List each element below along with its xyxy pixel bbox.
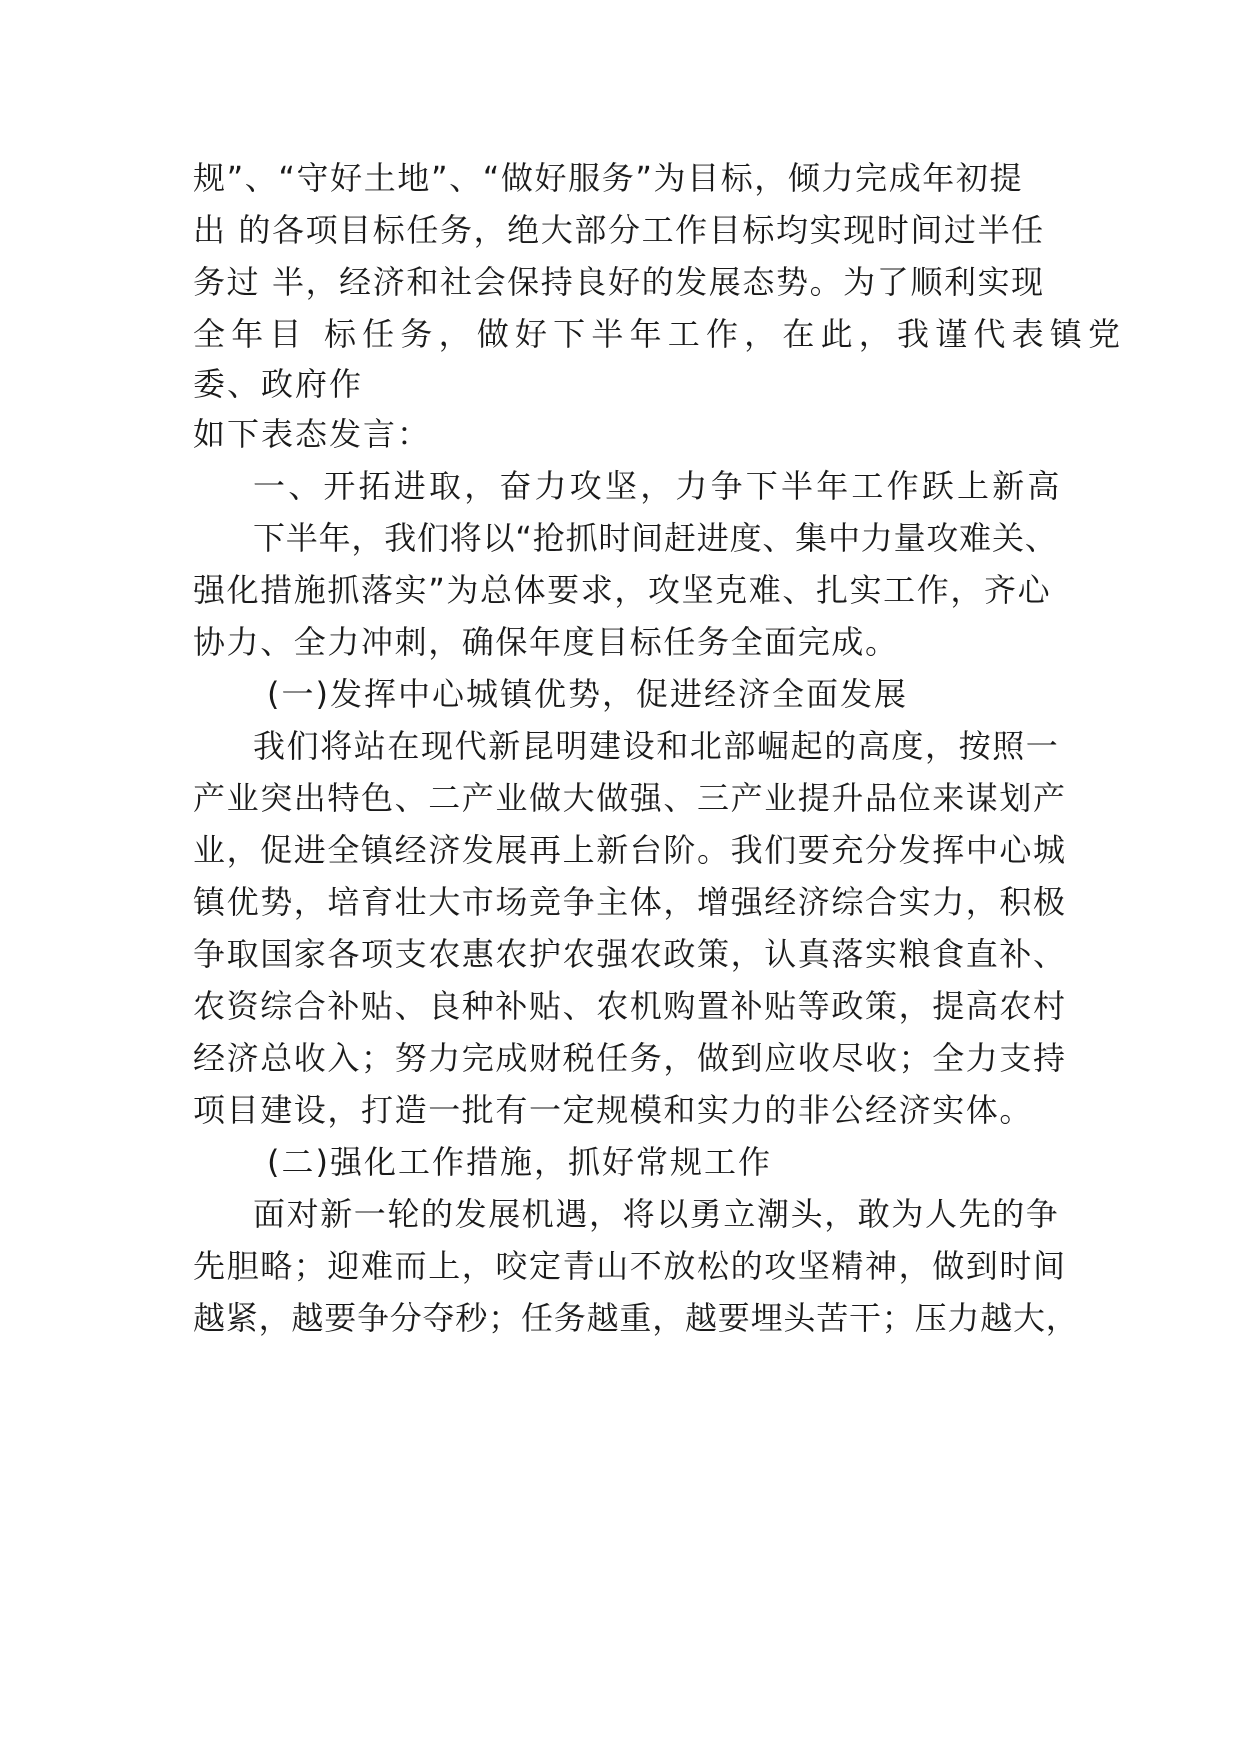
paragraph-line: 镇优势，培育壮大市场竞争主体，增强经济综合实力，积极	[193, 883, 1067, 921]
paragraph-line: 先胆略；迎难而上，咬定青山不放松的攻坚精神，做到时间	[193, 1247, 1067, 1285]
paragraph-line: 协力、全力冲刺，确保年度目标任务全面完成。	[193, 623, 899, 661]
paragraph-line: 我们将站在现代新昆明建设和北部崛起的高度，按照一	[253, 727, 1060, 765]
paragraph-line: 强化措施抓落实”为总体要求，攻坚克难、扎实工作，齐心	[193, 571, 1052, 609]
text-line: 委、政府作	[193, 365, 364, 403]
paragraph-line: 经济总收入；努力完成财税任务，做到应收尽收；全力支持	[193, 1039, 1067, 1077]
text-line: 出 的各项目标任务，绝大部分工作目标均实现时间过半任	[193, 211, 1045, 249]
text-line: 规”、“守好土地”、“做好服务”为目标，倾力完成年初提	[193, 159, 1024, 197]
paragraph-line: 争取国家各项支农惠农护农强农政策，认真落实粮食直补、	[193, 935, 1067, 973]
text-line: 务过 半，经济和社会保持良好的发展态势。为了顺利实现	[193, 263, 1045, 301]
paragraph-line: 产业突出特色、二产业做大做强、三产业提升品位来谋划产	[193, 779, 1067, 817]
text-line: 如下表态发言：	[193, 415, 432, 453]
paragraph-line: 业，促进全镇经济发展再上新台阶。我们要充分发挥中心城	[193, 831, 1067, 869]
subsection-heading: (一)发挥中心城镇优势，促进经济全面发展	[267, 675, 908, 713]
paragraph-line: 下半年，我们将以“抢抓时间赶进度、集中力量攻难关、	[253, 519, 1058, 557]
text-line: 全年目 标任务，做好下半年工作，在此，我谨代表镇党	[193, 315, 1127, 353]
paragraph-line: 农资综合补贴、良种补贴、农机购置补贴等政策，提高农村	[193, 987, 1067, 1025]
paragraph-line: 面对新一轮的发展机遇，将以勇立潮头，敢为人先的争	[253, 1195, 1060, 1233]
paragraph-line: 越紧，越要争分夺秒；任务越重，越要埋头苦干；压力越大，	[193, 1299, 1079, 1337]
section-heading: 一、开拓进取，奋力攻坚，力争下半年工作跃上新高	[253, 467, 1063, 505]
paragraph-line: 项目建设，打造一批有一定规模和实力的非公经济实体。	[193, 1091, 1034, 1129]
subsection-heading: (二)强化工作措施，抓好常规工作	[267, 1143, 772, 1181]
